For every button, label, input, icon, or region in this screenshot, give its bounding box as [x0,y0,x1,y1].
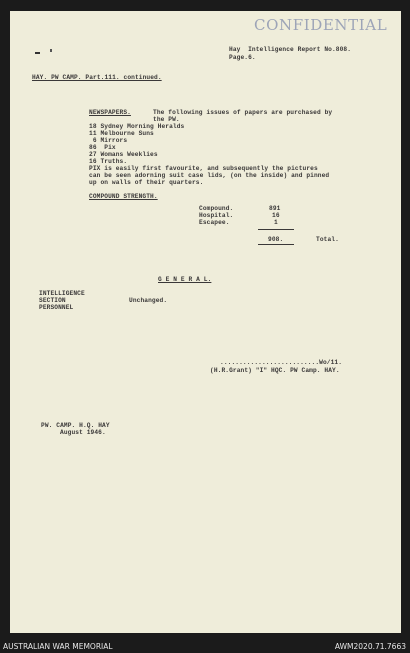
archive-id: AWM2020.71.7663 [334,642,406,651]
strength-label: Escapee. [199,219,230,226]
general-label: INTELLIGENCE [39,290,85,297]
punch-mark [35,52,40,54]
page-number: Page.6. [229,54,256,61]
general-status: Unchanged. [129,297,168,304]
newspapers-intro-cont: the PW. [153,116,180,123]
strength-label: Compound. [199,205,234,212]
report-number: Hay Intelligence Report No.808. [229,46,352,53]
archive-footer [0,641,410,653]
punch-mark [50,49,52,52]
strength-value: 16 [272,212,280,219]
general-label: PERSONNEL [39,304,74,311]
newspaper-item: 6 Mirrors [89,137,128,144]
document-page [10,11,401,633]
section-title: HAY. PW CAMP. Part.111. continued. [32,74,162,81]
newspaper-item: 11 Melbourne Suns [89,130,154,137]
signature-name: (H.R.Grant) "I" HQC. PW Camp. HAY. [210,367,340,374]
strength-value: 1 [274,219,278,226]
newspaper-item: 86 Pix [89,144,116,151]
newspapers-intro: The following issues of papers are purchased by [153,109,333,116]
newspapers-note: can be seen adorning suit case lids, (on the inside) and pinned [89,172,330,179]
newspapers-note: up on walls of their quarters. [89,179,204,186]
date-line: August 1946. [60,429,106,436]
newspaper-item: 16 Truths. [89,158,128,165]
confidential-stamp: CONFIDENTIAL [254,16,388,34]
newspaper-item: 27 Womans Weeklies [89,151,158,158]
newspapers-heading: NEWSPAPERS. [89,109,131,116]
total-value: 908. [268,236,284,243]
general-heading: G E N E R A L. [158,276,212,283]
total-rule [258,229,294,230]
archive-name: AUSTRALIAN WAR MEMORIAL [3,642,113,651]
general-label: SECTION [39,297,66,304]
total-double-rule [258,244,294,245]
total-label: Total. [316,236,339,243]
strength-label: Hospital. [199,212,234,219]
signature-line: ..........................Wo/11. [220,359,343,366]
newspaper-item: 18 Sydney Morning Heralds [89,123,185,130]
newspapers-note: PIX is easily first favourite, and subsequently the pictures [89,165,318,172]
origin-line: PW. CAMP. H.Q. HAY [41,422,110,429]
strength-heading: COMPOUND STRENGTH. [89,193,158,200]
strength-value: 891 [269,205,281,212]
